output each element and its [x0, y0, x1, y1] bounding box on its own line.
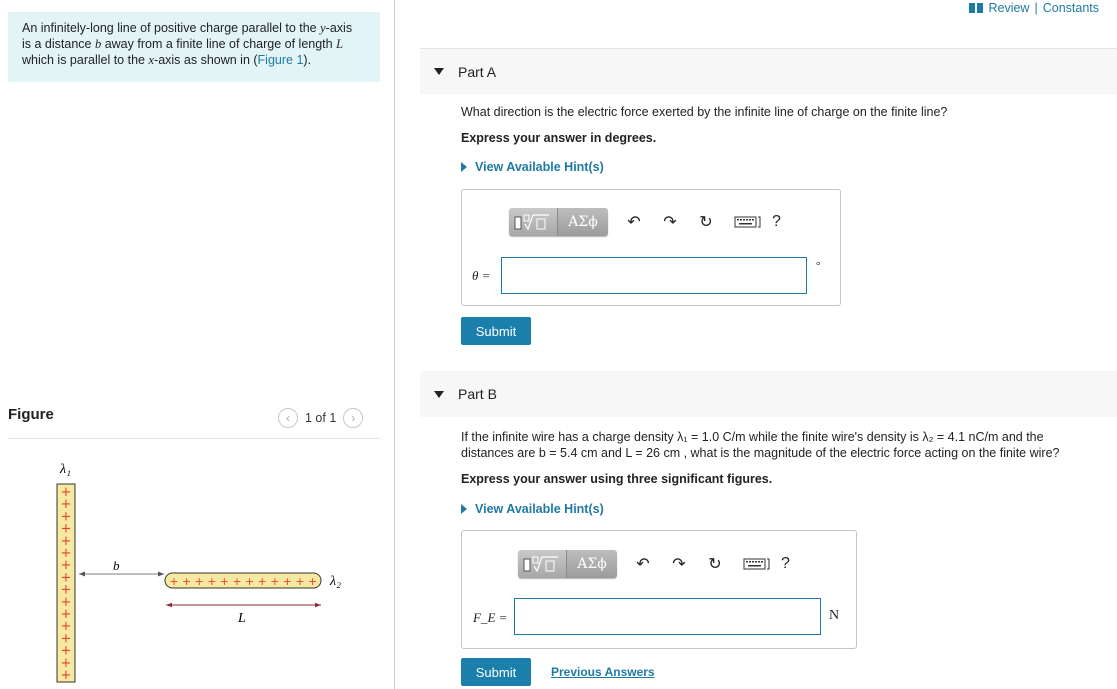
greek-symbols-button[interactable]: ΑΣϕ	[566, 550, 617, 578]
plus-charge: +	[60, 594, 72, 610]
link-separator: |	[1034, 1, 1038, 15]
b-label: b	[113, 558, 120, 573]
redo-icon[interactable]: ↷	[672, 556, 686, 573]
problem-text: ).	[303, 53, 312, 67]
part-b-submit-button[interactable]: Submit	[461, 658, 531, 686]
caret-right-icon	[461, 504, 467, 514]
top-links	[969, 1, 1099, 15]
plus-charge: +	[60, 570, 72, 586]
part-a-answer-box	[461, 189, 841, 306]
help-button[interactable]: ?	[781, 555, 790, 572]
plus-charge: +	[60, 497, 72, 513]
plus-charge: +	[60, 521, 72, 537]
force-input[interactable]	[514, 598, 821, 635]
b-variable: b	[94, 37, 102, 51]
part-b-header[interactable]	[420, 371, 1117, 417]
keyboard-icon[interactable]	[743, 554, 771, 574]
force-label: F_E =	[473, 610, 508, 625]
part-b-hint-toggle[interactable]	[461, 502, 604, 516]
part-b-math-toolbar	[518, 550, 790, 578]
plus-charge: +	[207, 575, 217, 588]
plus-charge: +	[60, 619, 72, 635]
plus-charge: +	[60, 631, 72, 647]
figure-title: Figure	[8, 406, 54, 423]
plus-charge: +	[257, 575, 267, 588]
help-button[interactable]: ?	[772, 213, 781, 230]
plus-charge: +	[60, 546, 72, 561]
part-b-question-line2: distances are b = 5.4 cm and L = 26 cm , what is the magnitude of the electric force acting on the finite wire?	[461, 446, 1060, 460]
part-a-hint-toggle[interactable]	[461, 160, 604, 174]
plus-charge: +	[232, 575, 242, 588]
template-icon	[522, 554, 562, 574]
problem-text: which is parallel to the	[22, 53, 145, 67]
L-label: L	[238, 611, 246, 626]
part-b-title: Part B	[458, 386, 497, 402]
arrowhead	[79, 572, 85, 577]
infinite-line-charges	[61, 485, 72, 683]
review-link[interactable]: Review	[988, 1, 1030, 15]
previous-answers-link[interactable]: Previous Answers	[551, 665, 655, 679]
plus-charge: +	[60, 643, 72, 659]
templates-button[interactable]	[518, 550, 566, 578]
plus-charge: +	[60, 485, 72, 500]
part-a-header[interactable]	[420, 48, 1117, 94]
undo-icon[interactable]: ↶	[627, 214, 641, 231]
problem-text: -axis as shown in (	[154, 53, 258, 67]
next-figure-button[interactable]: ›	[343, 408, 363, 428]
degree-unit: °	[816, 260, 821, 272]
problem-text: An infinitely-long line of positive charge parallel to the	[22, 21, 317, 35]
hint-label: View Available Hint(s)	[475, 502, 604, 516]
problem-text: away from a finite line of charge of length	[104, 37, 333, 51]
book-icon	[969, 3, 983, 13]
hint-label: View Available Hint(s)	[475, 160, 604, 174]
greek-symbols-button[interactable]: ΑΣϕ	[557, 208, 608, 236]
theta-label: θ =	[472, 268, 491, 283]
keyboard-icon[interactable]	[734, 212, 762, 232]
templates-button[interactable]	[509, 208, 557, 236]
arrowhead	[158, 572, 164, 577]
plus-charge: +	[270, 575, 280, 588]
collapse-triangle-icon	[434, 391, 444, 398]
part-a-title: Part A	[458, 63, 497, 80]
toolbar-button-group	[509, 208, 608, 236]
theta-input[interactable]	[501, 257, 807, 294]
plus-charge: +	[60, 558, 72, 574]
part-b-question-line1: If the infinite wire has a charge density λ₁ = 1.0 C/m while the finite wire's density is λ₂ = 4.1 nC/m and the	[461, 430, 1044, 444]
template-icon	[513, 212, 553, 232]
newton-unit: N	[829, 608, 840, 623]
plus-charge: +	[60, 509, 72, 525]
plus-charge: +	[169, 575, 179, 588]
toolbar-button-group	[518, 550, 617, 578]
figure-link[interactable]: Figure 1	[257, 53, 304, 67]
plus-charge: +	[295, 575, 305, 588]
plus-charge: +	[60, 607, 72, 622]
figure-pager	[278, 408, 363, 428]
plus-charge: +	[219, 575, 230, 588]
caret-right-icon	[461, 162, 467, 172]
constants-link[interactable]: Constants	[1042, 1, 1099, 15]
part-a-submit-button[interactable]: Submit	[461, 317, 531, 345]
redo-icon[interactable]: ↷	[663, 214, 677, 231]
part-a-instruction: Express your answer in degrees.	[461, 131, 657, 145]
pager-text: 1 of 1	[305, 411, 337, 425]
plus-charge: +	[194, 575, 204, 588]
part-a-question: What direction is the electric force exerted by the infinite line of charge on the finite line?	[461, 105, 948, 119]
part-b-instruction: Express your answer using three significant figures.	[461, 472, 773, 486]
problem-text: is a distance	[22, 37, 92, 51]
charge-figure	[8, 450, 380, 685]
reset-icon[interactable]: ↻	[708, 556, 722, 573]
arrowhead	[166, 603, 172, 607]
y-variable: y	[320, 21, 326, 35]
lambda1-label: λ₁	[60, 462, 71, 477]
collapse-triangle-icon	[434, 68, 444, 75]
plus-charge: +	[60, 668, 72, 683]
plus-charge: +	[181, 575, 192, 588]
panel-divider	[394, 0, 395, 689]
plus-charge: +	[307, 575, 318, 588]
plus-charge: +	[60, 582, 72, 598]
part-b-answer-box	[461, 530, 857, 649]
figure-divider	[8, 438, 380, 439]
problem-statement	[8, 12, 380, 82]
prev-figure-button[interactable]: ‹	[278, 408, 298, 428]
problem-text: -axis	[325, 21, 353, 35]
part-a-math-toolbar	[509, 208, 781, 236]
plus-charge: +	[244, 575, 255, 588]
undo-icon[interactable]: ↶	[636, 556, 650, 573]
plus-charge: +	[60, 533, 72, 549]
part-b-question	[461, 429, 1111, 461]
plus-charge: +	[60, 655, 72, 671]
plus-charge: +	[282, 575, 293, 588]
arrowhead	[315, 603, 321, 607]
lambda2-label: λ₂	[330, 574, 341, 589]
L-variable: L	[336, 37, 344, 51]
x-variable: x	[148, 53, 155, 67]
reset-icon[interactable]: ↻	[699, 214, 713, 231]
